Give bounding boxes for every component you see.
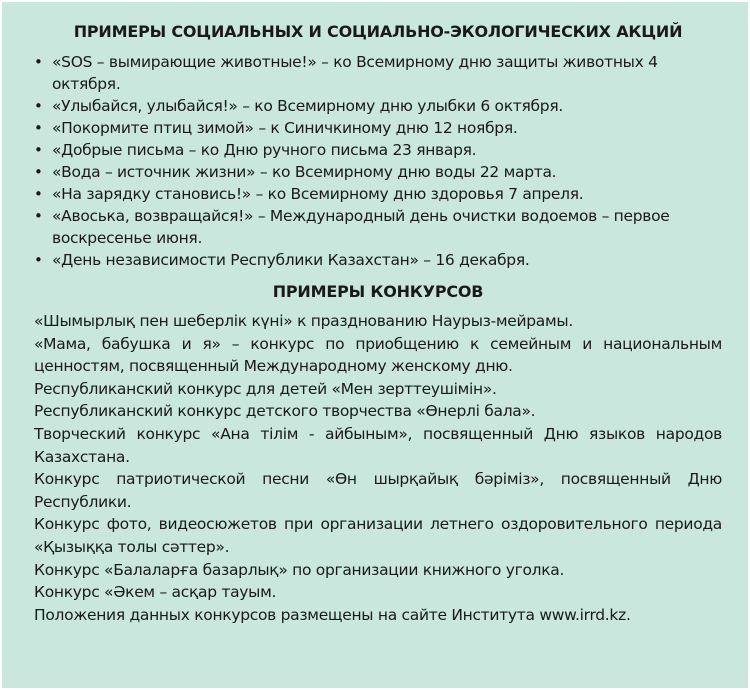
contest-paragraph: Конкурс «Әкем – асқар тауым.	[34, 583, 277, 602]
contest-paragraph: «Шымырлық пен шеберлік күні» к празднованию Наурыз-мейрамы.	[34, 312, 573, 330]
website-note: Положения данных конкурсов размещены на сайте Института www.irrd.kz.	[34, 605, 631, 624]
contest-paragraph: Конкурс «Балаларға базарлық» по организации книжного уголка.	[34, 560, 565, 579]
list-item	[34, 249, 722, 271]
bullet-icon: •	[34, 207, 43, 225]
bullet-icon: •	[34, 53, 43, 71]
contests-list	[34, 310, 722, 626]
list-item	[34, 183, 722, 205]
contest-paragraph: Республиканский конкурс детского творчества «Өнерлі бала».	[34, 402, 536, 421]
bullet-icon: •	[34, 119, 43, 137]
contests-section-title: ПРИМЕРЫ КОНКУРСОВ	[272, 282, 484, 301]
action-text: «Покормите птиц зимой» – к Синичкиному дню 12 ноября.	[52, 119, 518, 137]
contest-paragraph: Конкурс патриотической песни «Өн шырқайық бәріміз», посвященный Дню Республики.	[34, 470, 722, 511]
action-text: «На зарядку становись!» – ко Всемирному дню здоровья 7 апреля.	[52, 185, 584, 203]
contest-paragraph: Творческий конкурс «Ана тілім - айбыным», посвященный Дню языков народов Казахстана.	[34, 424, 722, 466]
action-text: «День независимости Республики Казахстан» – 16 декабря.	[52, 251, 530, 269]
bullet-icon: •	[34, 163, 43, 181]
action-text: «Улыбайся, улыбайся!» – ко Всемирному дню улыбки 6 октября.	[52, 97, 563, 115]
action-text: «Вода – источник жизни» – ко Всемирному дню воды 22 марта.	[52, 163, 557, 181]
bullet-icon: •	[34, 97, 43, 115]
bullet-icon: •	[34, 185, 43, 203]
list-item	[34, 205, 722, 249]
actions-section-title: ПРИМЕРЫ СОЦИАЛЬНЫХ И СОЦИАЛЬНО-ЭКОЛОГИЧЕСКИХ АКЦИЙ	[73, 22, 683, 41]
action-text: «Авоська, возвращайся!» – Международный день очистки водоемов – первое воскресенье июня.	[52, 207, 670, 247]
list-item	[34, 117, 722, 139]
info-panel	[2, 2, 748, 688]
action-text: «Добрые письма – ко Дню ручного письма 23 января.	[52, 141, 477, 159]
contest-paragraph: Республиканский конкурс для детей «Мен зерттеушімін».	[34, 379, 497, 398]
action-text: «SOS – вымирающие животные!» – ко Всемирному дню защиты животных 4 октября.	[52, 53, 658, 93]
contest-paragraph: Конкурс фото, видеосюжетов при организации летнего оздоровительного периода «Қызыққа толы сәттер».	[34, 515, 722, 556]
contest-paragraph: «Мама, бабушка и я» – конкурс по приобщению к семейным и национальным ценностям, посвященный Международному женскому дню.	[34, 334, 722, 376]
list-item	[34, 95, 722, 117]
list-item	[34, 139, 722, 161]
actions-list	[34, 51, 722, 271]
list-item	[34, 161, 722, 183]
list-item	[34, 51, 722, 95]
bullet-icon: •	[34, 251, 43, 269]
bullet-icon: •	[34, 141, 43, 159]
